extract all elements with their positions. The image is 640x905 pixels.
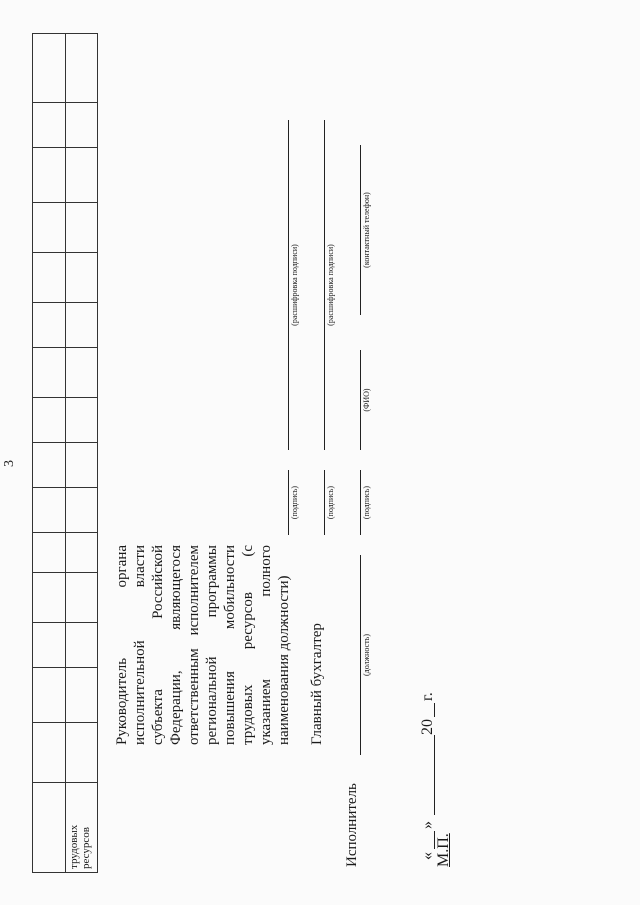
table-col-line [32, 572, 98, 573]
executor-signature-line [360, 470, 361, 535]
stamp-place-label: М.П. [435, 833, 452, 867]
date-open-quote: « [419, 852, 436, 860]
table-row-divider [65, 33, 66, 873]
head-decoding-caption: (расшифровка подписи) [290, 244, 299, 326]
table-col-line [32, 33, 98, 34]
executor-position-caption: (должность) [362, 634, 371, 676]
head-signature-caption: (подпись) [290, 485, 299, 520]
table-col-line [32, 147, 98, 148]
table-col-line [32, 622, 98, 623]
executor-label: Исполнитель [344, 783, 360, 867]
table-col-line [32, 667, 98, 668]
date-year-line [434, 703, 435, 717]
date-century: 20 [419, 719, 436, 735]
head-title-line: ответственным исполнителем [186, 545, 202, 745]
accountant-signature-line [324, 470, 325, 535]
page-number: 3 [2, 460, 17, 467]
head-title-line: трудовых ресурсов (с [240, 545, 256, 745]
date-month-line [434, 735, 435, 815]
table-col-line [32, 347, 98, 348]
head-title-line: указанием полного [258, 545, 274, 745]
head-title-line: региональной программы [204, 545, 220, 745]
table-col-line [32, 532, 98, 533]
table-col-line [32, 487, 98, 488]
table-col-line [32, 872, 98, 873]
executor-phone-line [360, 145, 361, 315]
table-col-line [32, 782, 98, 783]
executor-name-caption: (ФИО) [362, 388, 371, 412]
date-year-suffix: г. [419, 692, 436, 701]
head-title-line: исполнительной власти [132, 545, 148, 745]
head-title-line: субъекта Российской [150, 545, 166, 745]
executor-name-line [360, 350, 361, 450]
accountant-decoding-caption: (расшифровка подписи) [326, 244, 335, 326]
date-close-quote: » [419, 821, 436, 829]
table-col-line [32, 442, 98, 443]
head-title-line: наименования должности) [276, 575, 292, 745]
head-signature-line [288, 470, 289, 535]
table-col-line [32, 302, 98, 303]
data-table [32, 33, 98, 873]
accountant-signature-caption: (подпись) [326, 485, 335, 520]
table-col-line [32, 722, 98, 723]
head-title-line: Руководитель органа [114, 545, 130, 745]
table-col-line [32, 397, 98, 398]
head-title-line: Федерации, являющегося [168, 545, 184, 745]
table-border-top [32, 33, 33, 873]
table-cell-label: трудовых ресурсов [68, 824, 92, 869]
chief-accountant-label: Главный бухгалтер [309, 623, 325, 745]
table-col-line [32, 252, 98, 253]
executor-signature-caption: (подпись) [362, 485, 371, 520]
accountant-decoding-line [324, 120, 325, 450]
executor-phone-caption: (контактный телефон) [362, 192, 371, 268]
head-decoding-line [288, 120, 289, 450]
head-title-line: повышения мобильности [222, 545, 238, 745]
table-col-line [32, 102, 98, 103]
executor-position-line [360, 555, 361, 755]
table-col-line [32, 202, 98, 203]
table-border-bottom [97, 33, 98, 873]
